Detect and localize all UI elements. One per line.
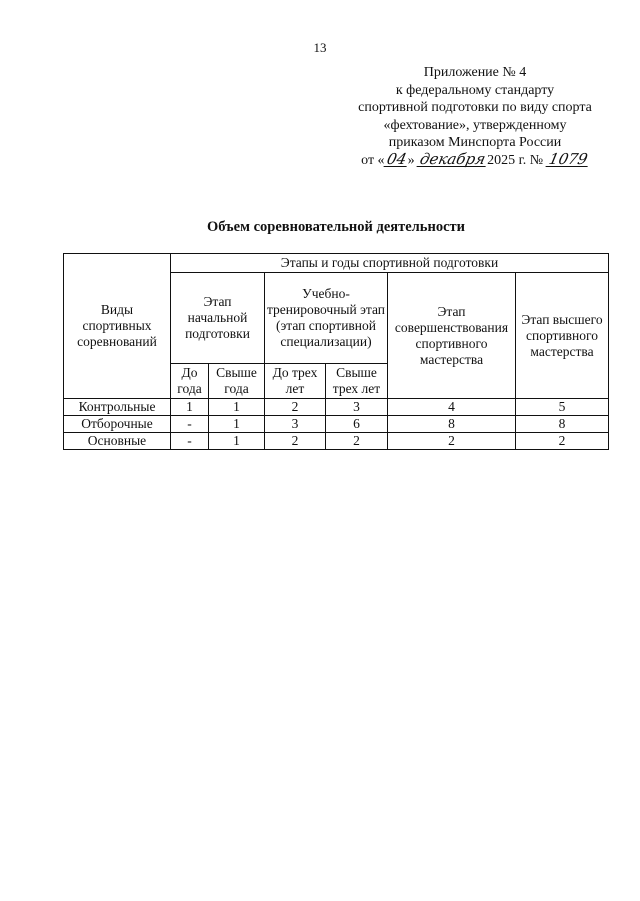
table-cell: 2 xyxy=(265,399,326,416)
table-cell: 1 xyxy=(209,416,265,433)
sub-header: Свыше трех лет xyxy=(326,364,388,399)
handwritten-order-number: 1079 xyxy=(546,149,589,168)
appendix-line: приказом Минспорта России xyxy=(388,135,562,150)
table-cell: 8 xyxy=(516,416,609,433)
table-cell: 6 xyxy=(326,416,388,433)
stage-header: Учебно-тренировочный этап (этап спортивной специализации) xyxy=(265,273,388,364)
stub-header: Виды спортивных соревнований xyxy=(64,254,171,399)
appendix-line: «фехтование», утвержденному xyxy=(383,117,567,133)
table-cell: 3 xyxy=(265,416,326,433)
stage-header: Этап высшего спортивного мастерства xyxy=(516,273,609,399)
order-date-line xyxy=(330,149,620,170)
table-cell: 2 xyxy=(326,433,388,450)
table-cell: - xyxy=(171,433,209,450)
table-row xyxy=(64,416,609,433)
table-cell: 2 xyxy=(516,433,609,450)
appendix-line: к федеральному стандарту xyxy=(395,82,555,98)
row-label: Основные xyxy=(64,433,171,450)
table-row xyxy=(64,433,609,450)
table-header-row xyxy=(64,254,609,273)
table-row xyxy=(64,399,609,416)
appendix-line: спортивной подготовки по виду спорта xyxy=(358,100,592,115)
competition-table xyxy=(63,253,609,450)
sub-header: Свыше года xyxy=(209,364,265,399)
table-cell: - xyxy=(171,416,209,433)
row-label: Контрольные xyxy=(64,399,171,416)
table-cell: 1 xyxy=(171,399,209,416)
page-number: 13 xyxy=(313,40,327,55)
group-header: Этапы и годы спортивной подготовки xyxy=(171,254,609,273)
document-title: Объем соревновательной деятельности xyxy=(207,219,465,235)
sub-header: До трех лет xyxy=(265,364,326,399)
date-prefix: от « xyxy=(361,152,385,168)
handwritten-month: декабря xyxy=(418,149,488,168)
appendix-title: Приложение № 4 xyxy=(423,65,527,80)
table-cell: 1 xyxy=(209,433,265,450)
table-cell: 5 xyxy=(516,399,609,416)
stage-header: Этап совершенствования спортивного мастерства xyxy=(388,273,516,399)
sub-header: До года xyxy=(171,364,209,399)
table-cell: 2 xyxy=(388,433,516,450)
year-text: 2025 г. № xyxy=(487,152,544,168)
appendix-block xyxy=(330,64,620,169)
table-cell: 1 xyxy=(209,399,265,416)
stage-header: Этап начальной подготовки xyxy=(171,273,265,364)
row-label: Отборочные xyxy=(64,416,171,433)
table-cell: 3 xyxy=(326,399,388,416)
date-mid: » xyxy=(407,152,415,168)
table-cell: 8 xyxy=(388,416,516,433)
table-cell: 2 xyxy=(265,433,326,450)
table-cell: 4 xyxy=(388,399,516,416)
handwritten-day: 04 xyxy=(384,149,408,168)
